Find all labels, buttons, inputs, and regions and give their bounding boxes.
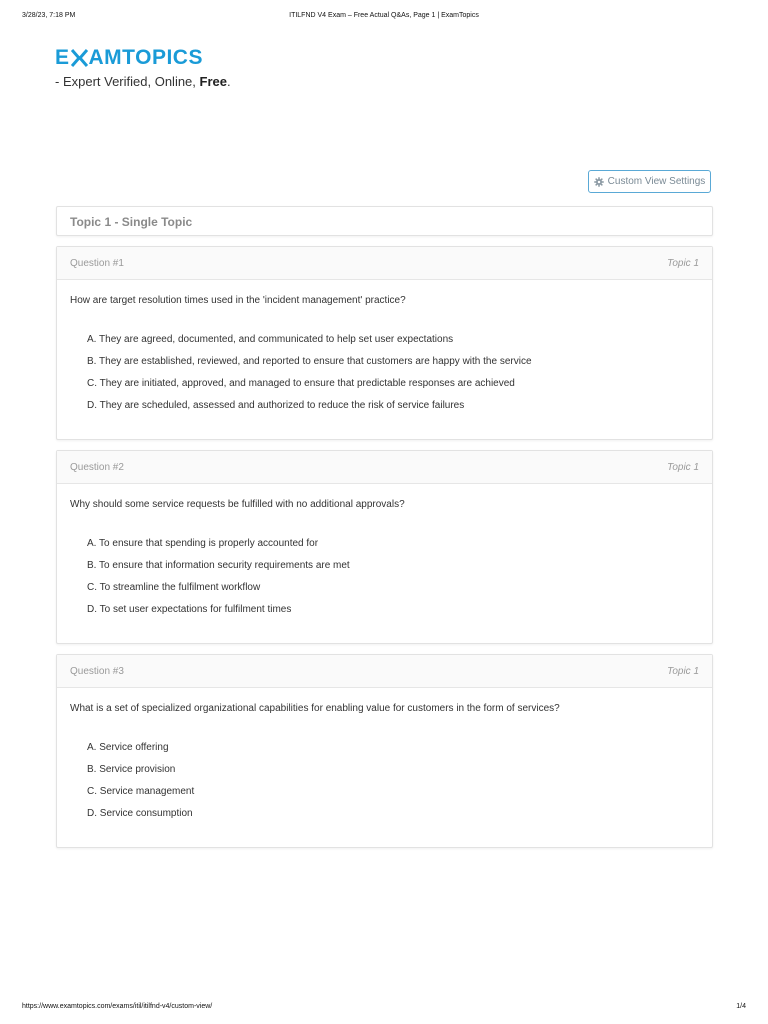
question-topic: Topic 1: [667, 665, 699, 677]
question-text: What is a set of specialized organizational capabilities for enabling value for customers in the form of services?: [70, 703, 560, 714]
logo-text-right: AMTOPICS: [88, 46, 203, 69]
print-url: https://www.examtopics.com/exams/itil/itilfnd-v4/custom-view/: [22, 1003, 213, 1010]
choice-item[interactable]: A. To ensure that spending is properly accounted for: [87, 538, 319, 549]
choice-item[interactable]: A. They are agreed, documented, and communicated to help set user expectations: [87, 334, 454, 345]
choice-item[interactable]: B. Service provision: [87, 764, 176, 775]
question-topic: Topic 1: [667, 257, 699, 269]
topic-header: Topic 1 - Single Topic: [56, 206, 713, 236]
question-card: [56, 450, 713, 644]
choice-item[interactable]: A. Service offering: [87, 742, 169, 753]
print-header: [22, 12, 746, 19]
logo-x-mark-icon: [71, 48, 88, 68]
question-number: Question #3: [70, 665, 124, 677]
examtopics-logo[interactable]: [55, 47, 203, 69]
choice-list: [70, 742, 699, 830]
choice-item[interactable]: C. To streamline the fulfilment workflow: [87, 582, 261, 593]
choice-list: [70, 334, 699, 422]
choice-item[interactable]: C. They are initiated, approved, and managed to ensure that predictable responses are achieved: [87, 378, 515, 389]
custom-view-settings-label: Custom View Settings: [607, 176, 706, 187]
question-topic: Topic 1: [667, 461, 699, 473]
gear-icon: [594, 177, 604, 187]
question-text: Why should some service requests be fulfilled with no additional approvals?: [70, 499, 405, 510]
question-number: Question #2: [70, 461, 124, 473]
question-header: [57, 451, 712, 484]
choice-item[interactable]: D. They are scheduled, assessed and authorized to reduce the risk of service failures: [87, 400, 465, 411]
choice-list: [70, 538, 699, 626]
question-text: How are target resolution times used in the 'incident management' practice?: [70, 295, 406, 306]
custom-view-settings-button[interactable]: [588, 170, 711, 193]
choice-item[interactable]: D. To set user expectations for fulfilment times: [87, 604, 292, 615]
tagline: - Expert Verified, Online, Free.: [55, 74, 231, 89]
question-number: Question #1: [70, 257, 124, 269]
print-page-title: ITILFND V4 Exam – Free Actual Q&As, Page 1 | ExamTopics: [289, 12, 479, 19]
choice-item[interactable]: C. Service management: [87, 786, 195, 797]
print-page-number: 1/4: [736, 1003, 746, 1010]
question-card: [56, 654, 713, 848]
print-footer: [22, 1003, 746, 1010]
tagline-bold: Free: [199, 74, 227, 89]
question-card: [56, 246, 713, 440]
print-datetime: 3/28/23, 7:18 PM: [22, 12, 76, 19]
choice-item[interactable]: D. Service consumption: [87, 808, 193, 819]
question-header: [57, 655, 712, 688]
choice-item[interactable]: B. They are established, reviewed, and reported to ensure that customers are happy with the service: [87, 356, 532, 367]
question-header: [57, 247, 712, 280]
choice-item[interactable]: B. To ensure that information security requirements are met: [87, 560, 350, 571]
logo-text-left: E: [55, 46, 70, 69]
